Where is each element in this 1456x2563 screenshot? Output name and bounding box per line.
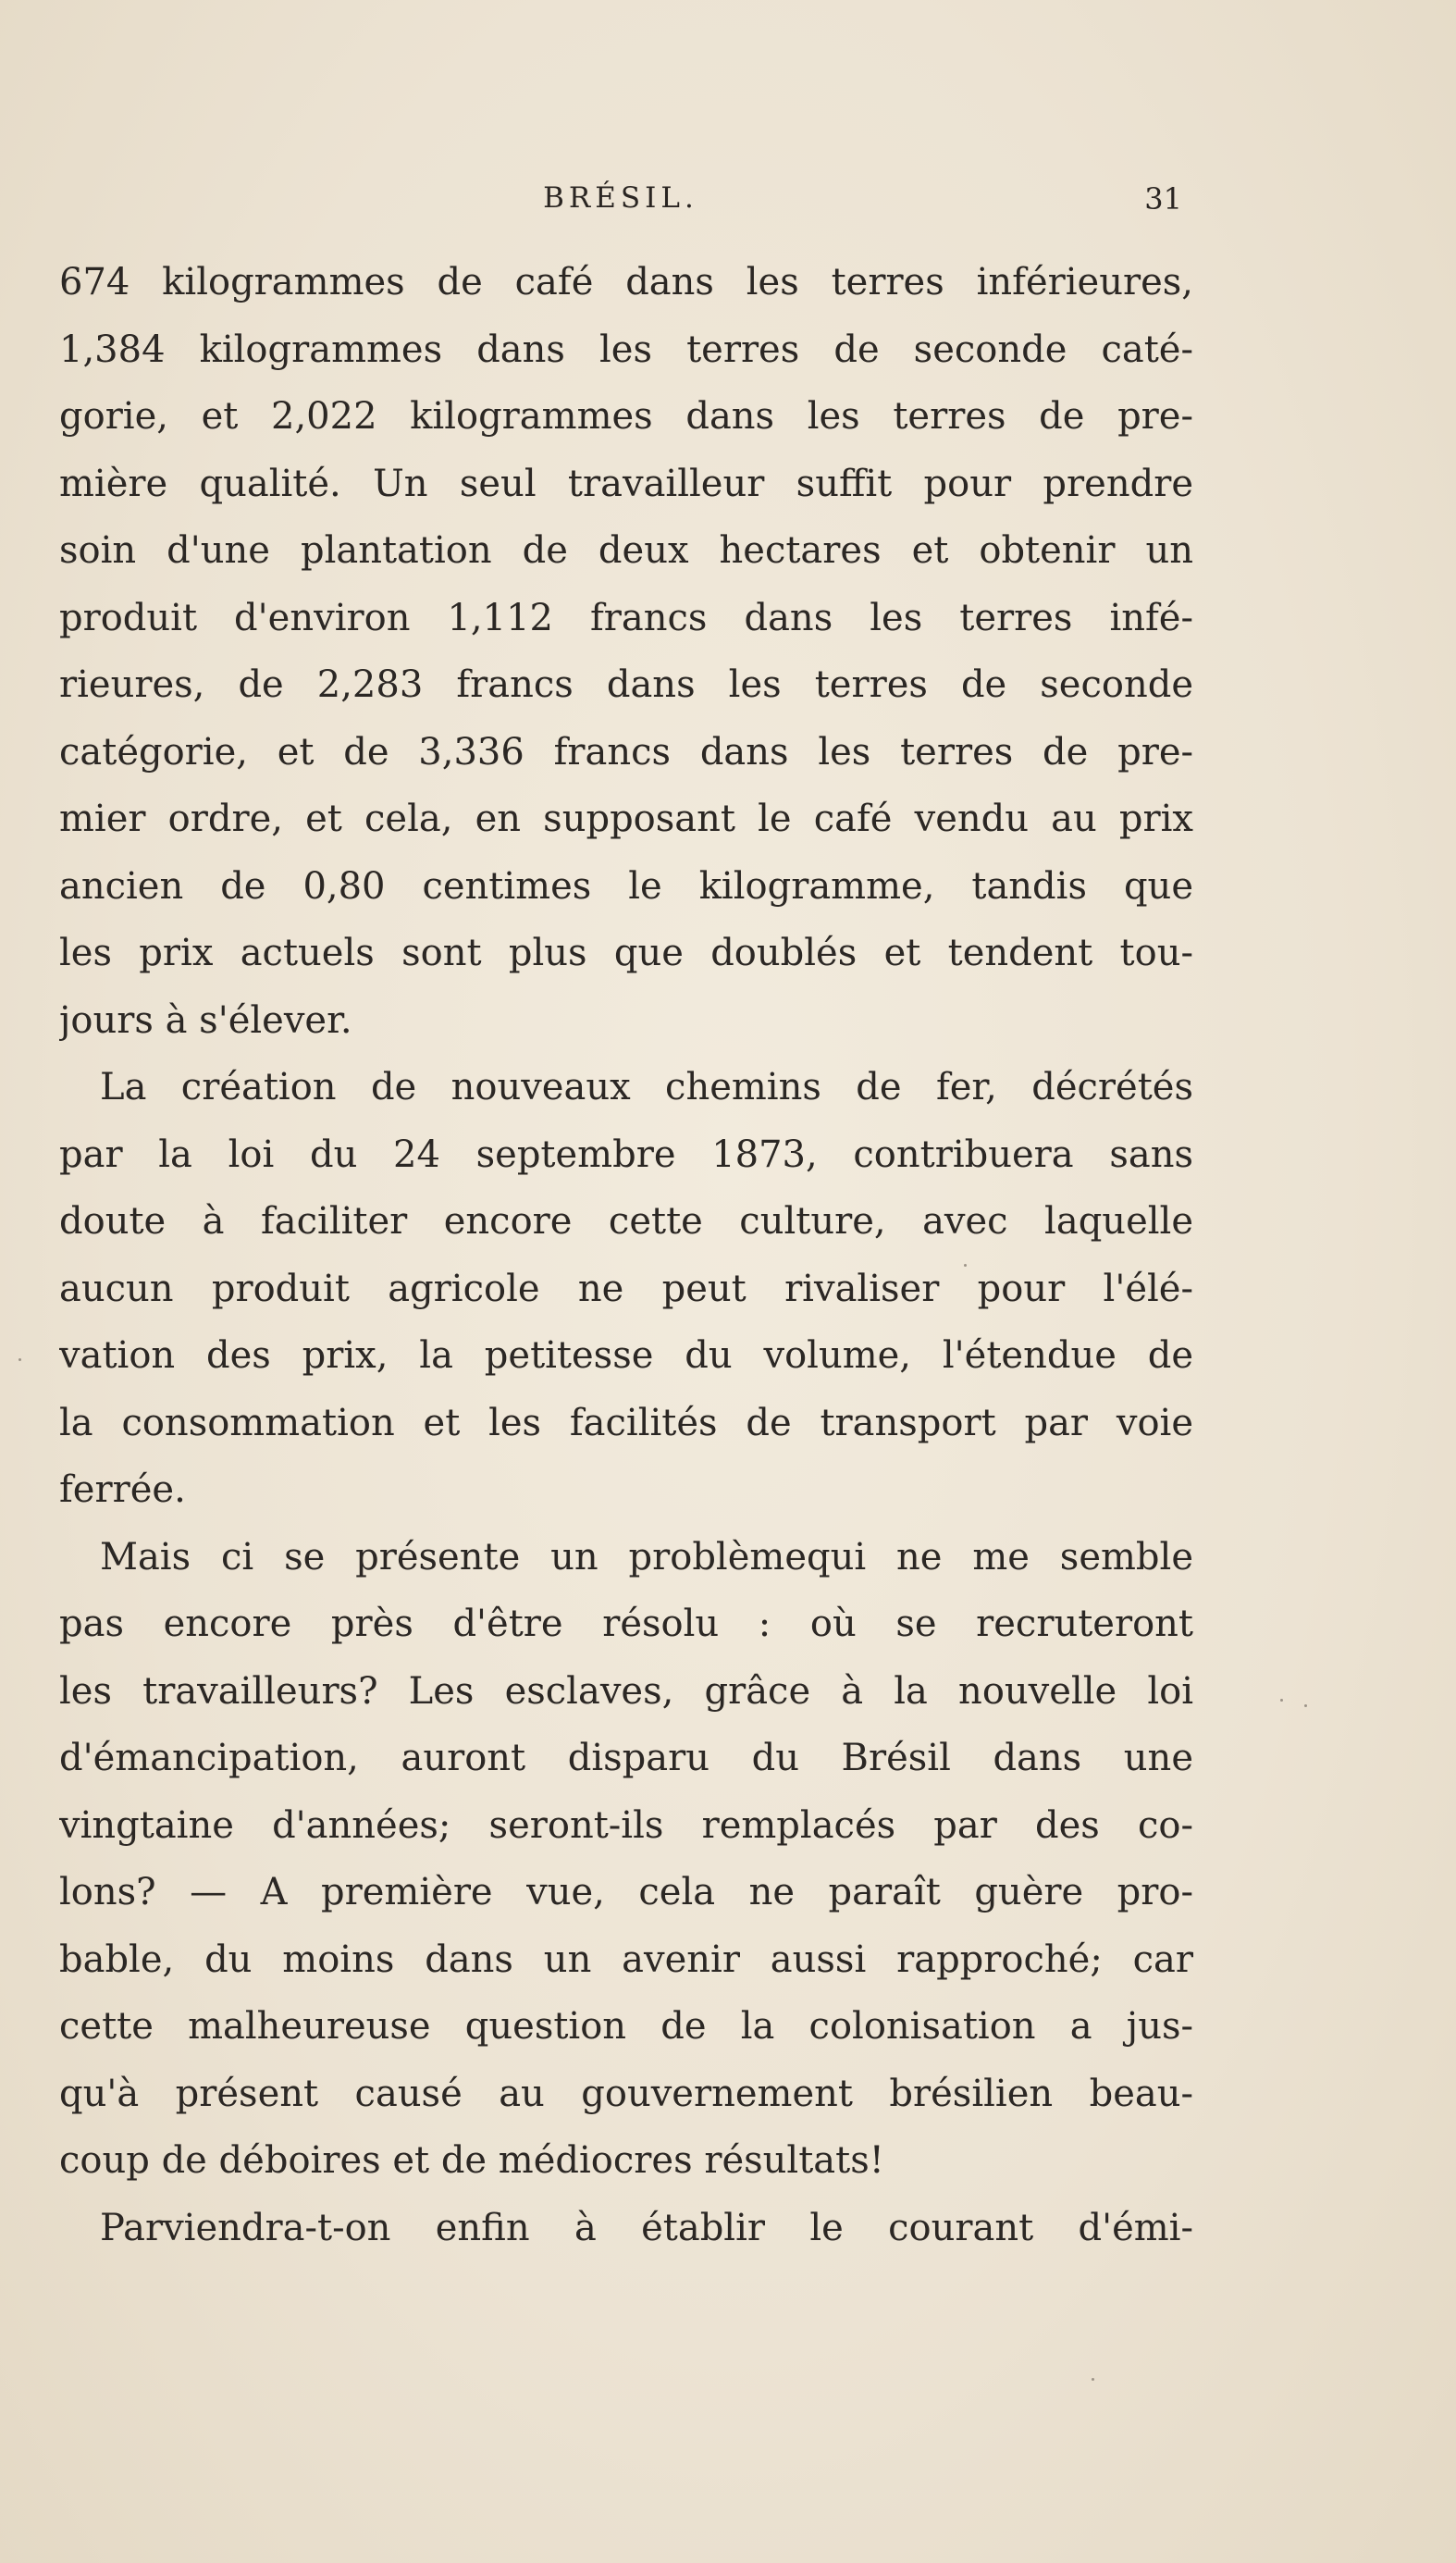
- text-line: gorie, et 2,022 kilogrammes dans les terres de pre-: [59, 395, 1193, 438]
- paragraph: [59, 1054, 1193, 1524]
- paper-speck: [1280, 1699, 1283, 1702]
- text-line: vingtaine d'années; seront-ils remplacés par des co-: [59, 1803, 1193, 1847]
- text-line: 1,384 kilogrammes dans les terres de seconde caté-: [59, 328, 1193, 371]
- paper-speck: [1092, 2378, 1094, 2381]
- page-header: [59, 181, 1182, 237]
- text-line: lons? — A première vue, cela ne paraît guère pro-: [59, 1871, 1193, 1913]
- text-line: soin d'une plantation de deux hectares et obtenir un: [59, 529, 1193, 572]
- paper-speck: [19, 1358, 21, 1361]
- text-line: catégorie, et de 3,336 francs dans les terres de pre-: [59, 730, 1193, 774]
- text-line: mier ordre, et cela, en supposant le café vendu au prix: [59, 798, 1193, 840]
- text-line: mière qualité. Un seul travailleur suffit pour prendre: [59, 462, 1193, 505]
- text-line: par la loi du 24 septembre 1873, contribuera sans: [59, 1133, 1193, 1176]
- paragraph: [59, 2195, 1193, 2262]
- text-line: pas encore près d'être résolu : où se recruteront: [59, 1603, 1193, 1645]
- text-line: produit d'environ 1,112 francs dans les terres infé-: [59, 596, 1193, 639]
- paragraph: [59, 249, 1193, 1054]
- text-line: bable, du moins dans un avenir aussi rapproché; car: [59, 1938, 1193, 1981]
- page-number: 31: [1144, 181, 1182, 217]
- text-line: jours à s'élever.: [59, 998, 352, 1042]
- running-title: BRÉSIL.: [543, 181, 698, 215]
- text-line: aucun produit agricole ne peut rivaliser pour l'élé-: [59, 1267, 1193, 1310]
- text-line: les prix actuels sont plus que doublés et tendent tou-: [59, 932, 1193, 974]
- text-line: les travailleurs? Les esclaves, grâce à la nouvelle loi: [59, 1669, 1193, 1713]
- text-line: Mais ci se présente un problèmequi ne me semble: [100, 1535, 1193, 1579]
- text-line: doute à faciliter encore cette culture, avec laquelle: [59, 1200, 1193, 1243]
- text-line: cette malheureuse question de la colonisation a jus-: [59, 2005, 1193, 2048]
- text-line: ferrée.: [59, 1468, 186, 1511]
- paper-speck: [964, 1264, 967, 1267]
- text-line: qu'à présent causé au gouvernement brésilien beau-: [59, 2072, 1193, 2115]
- paragraph: [59, 1524, 1193, 2195]
- text-line: vation des prix, la petitesse du volume, l'étendue de: [59, 1334, 1193, 1377]
- paper-speck: [1304, 1704, 1307, 1707]
- text-line: La création de nouveaux chemins de fer, décrétés: [100, 1066, 1193, 1108]
- text-line: d'émancipation, auront disparu du Brésil dans une: [59, 1737, 1193, 1779]
- body-text: [59, 249, 1193, 2261]
- text-line: la consommation et les facilités de transport par voie: [59, 1401, 1193, 1444]
- text-line: 674 kilogrammes de café dans les terres inférieures,: [59, 261, 1193, 303]
- text-line: rieures, de 2,283 francs dans les terres de seconde: [59, 663, 1193, 706]
- text-line: coup de déboires et de médiocres résultats!: [59, 2139, 884, 2182]
- text-line: ancien de 0,80 centimes le kilogramme, tandis que: [59, 864, 1193, 908]
- text-line: Parviendra-t-on enfin à établir le courant d'émi-: [100, 2206, 1193, 2249]
